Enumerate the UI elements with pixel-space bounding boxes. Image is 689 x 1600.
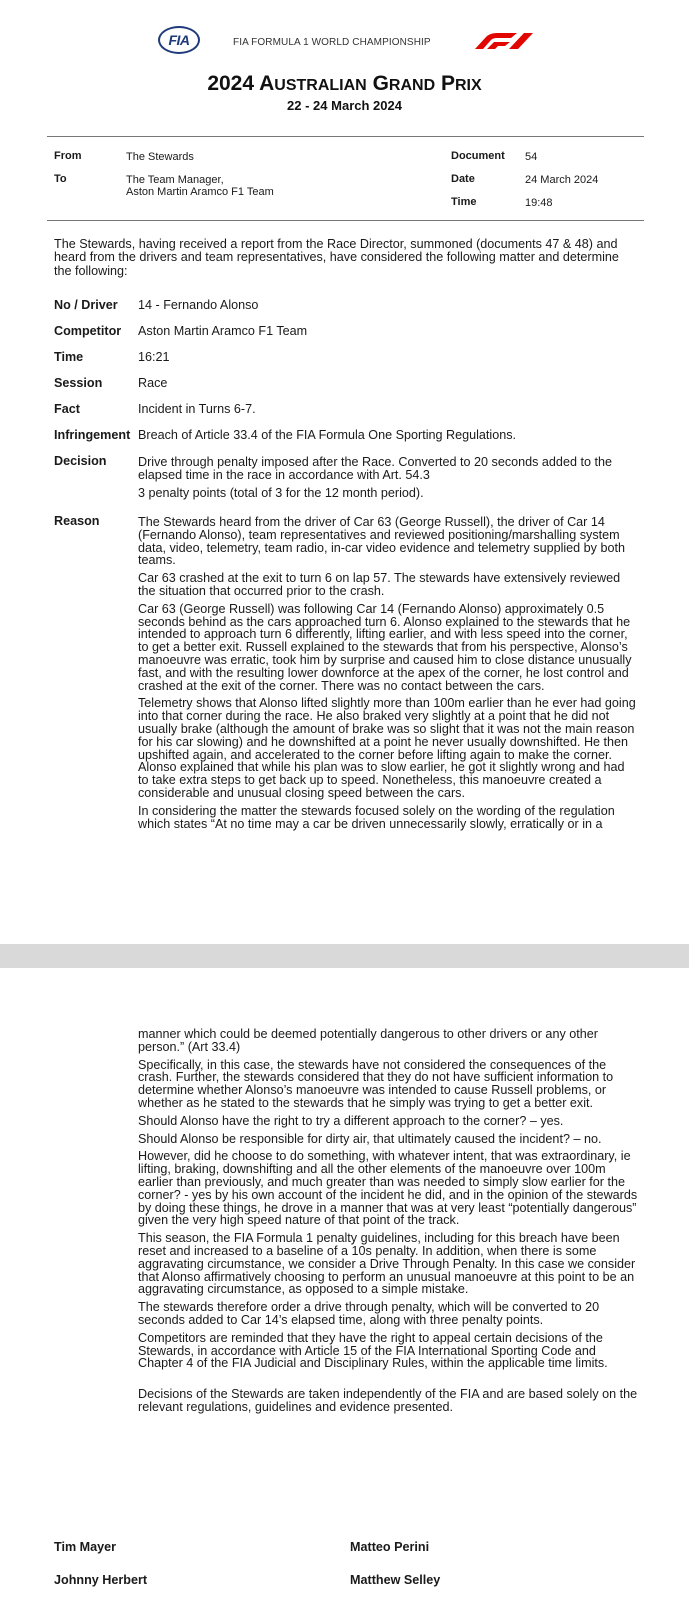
reason-page2 <box>138 1028 638 1419</box>
decision-paragraph: Drive through penalty imposed after the Race. Converted to 20 seconds added to the elapsed time in the race in accordance with Art. 54.3 <box>138 455 612 482</box>
from-label: From <box>54 150 82 162</box>
reason-paragraph: Car 63 (George Russell) was following Car 14 (Fernando Alonso) approximately 0.5 seconds behind as the cars approached turn 6. Alonso explained to the stewards that he intended to approach turn 6 differently, lifting earlier, and with less speed into the corner, to get a better exit. Russell explained to the stewards that from his perspective, Alonso’s manoeuvre was erratic, took him by surprise and caused him to close distance unusually fast, and with the resulting lower downforce at the apex of the corner, he lost control and crashed at the exit of the corner. There was no contact between the cars. <box>138 601 632 693</box>
fia-logo: FIA <box>158 26 200 54</box>
reason-page1 <box>138 516 638 835</box>
decision-text <box>138 456 638 504</box>
to-label: To <box>54 173 67 185</box>
f1-logo <box>473 32 535 50</box>
document-title: 2024 AUSTRALIAN GRAND PRIX <box>207 72 482 95</box>
signature-name: Matthew Selley <box>350 1573 441 1587</box>
reason-paragraph: Should Alonso have the right to try a different approach to the corner? – yes. <box>138 1113 564 1128</box>
signature-name: Tim Mayer <box>54 1540 117 1554</box>
time-value: 19:48 <box>525 197 553 209</box>
divider <box>47 220 644 221</box>
reason-paragraph: manner which could be deemed potentially dangerous to other drivers or any other person.” (Art 33.4) <box>138 1027 598 1054</box>
reason-paragraph: In considering the matter the stewards focused solely on the wording of the regulation which states “At no time may a car be driven unnecessarily slowly, erratically or in a <box>138 803 615 831</box>
title-word: GRAND <box>372 72 436 95</box>
reason-paragraph: Competitors are reminded that they have the right to appeal certain decisions of the Stewards, in accordance with Article 15 of the FIA International Sporting Code and Chapter 4 of the FIA Judicial and Disciplinary Rules, within the applicable time limits. <box>138 1330 608 1371</box>
divider <box>47 136 644 137</box>
fact-label: Fact <box>54 402 80 416</box>
title-word: AUSTRALIAN <box>259 72 367 95</box>
reason-paragraph: The stewards therefore order a drive through penalty, which will be converted to 20 seconds added to Car 14’s elapsed time, along with three penalty points. <box>138 1300 600 1327</box>
document-label: Document <box>451 150 505 162</box>
time-label: Time <box>451 196 477 208</box>
reason-paragraph: This season, the FIA Formula 1 penalty guidelines, including for this breach have been reset and increased to a baseline of a 10s penalty. In addition, when there is some aggravating circumstance, we consider a Drive Through Penalty. In this case we consider that Alonso affirmatively choosing to perform an unusual manoeuvre at this point to be an aggravating circumstance, as opposed to a simple mistake. <box>138 1231 636 1297</box>
infringement-label: Infringement <box>54 428 131 442</box>
header-logos <box>0 26 689 58</box>
reason-paragraph: Telemetry shows that Alonso lifted slightly more than 100m earlier than he ever had going into that corner during the race. He also braked very slightly at a point that he did not usually brake (although the amount of brake was so slight that it was not the main reason for his car slowing) and he downshifted at a point he never usually downshifted. He then upshifted again, and accelerated to the corner before lifting again to make the corner. Alonso explained that while his plan was to slow earlier, he got it slightly wrong and had to take extra steps to get back up to speed. Nonetheless, this manoeuvre created a considerable and unusual closing speed between the cars. <box>138 696 636 800</box>
competitor-value: Aston Martin Aramco F1 Team <box>138 324 308 338</box>
competitor-label: Competitor <box>54 324 122 338</box>
driver-value: 14 - Fernando Alonso <box>138 298 259 312</box>
document-value: 54 <box>525 151 538 163</box>
time-field-label: Time <box>54 350 84 364</box>
reason-paragraph: Specifically, in this case, the stewards have not considered the consequences of the crash. Further, the stewards considered that they do not have sufficient information to determine whether Alonso’s manoeuvre was intended to cause Russell problems, or whether as he stated to the stewards that he simply was trying to get a better exit. <box>138 1057 614 1110</box>
intro-paragraph: The Stewards, having received a report from the Race Director, summoned (documents 47 & 48) and heard from the drivers and team representatives, have considered the following matter and determine the following: <box>54 237 619 278</box>
reason-paragraph: Car 63 crashed at the exit to turn 6 on lap 57. The stewards have extensively reviewed the situation that occurred prior to the crash. <box>138 571 621 598</box>
disclaimer: Decisions of the Stewards are taken independently of the FIA and are based solely on the relevant regulations, guidelines and evidence presented. <box>138 1387 638 1414</box>
reason-paragraph: Should Alonso be responsible for dirty air, that ultimately caused the incident? – no. <box>138 1131 602 1146</box>
date-value: 24 March 2024 <box>525 174 599 186</box>
infringement-value: Breach of Article 33.4 of the FIA Formula One Sporting Regulations. <box>138 428 517 442</box>
decision-label: Decision <box>54 454 107 468</box>
to-value-line1: The Team Manager, <box>126 174 224 186</box>
from-value: The Stewards <box>126 151 194 163</box>
date-label: Date <box>451 173 475 185</box>
reason-paragraph: The Stewards heard from the driver of Car 63 (George Russell), the driver of Car 14 (Fernando Alonso), team representatives and reviewed positioning/marshalling system data, video, telemetry, team radio, in-car video evidence and telemetry supplied by both teams. <box>138 515 625 568</box>
decision-paragraph: 3 penalty points (total of 3 for the 12 month period). <box>138 485 424 500</box>
fact-value: Incident in Turns 6-7. <box>138 402 256 416</box>
session-label: Session <box>54 376 103 390</box>
driver-label: No / Driver <box>54 298 118 312</box>
page-break <box>0 944 689 968</box>
reason-label: Reason <box>54 514 100 528</box>
reason-paragraph: However, did he choose to do something, with whatever intent, that was extraordinary, ie lifting, braking, downshifting and all the other elements of the manoeuvre over 100m earlier than previously, and much greater than was needed to simply slow earlier for the corner? - yes by his own account of the incident he did, and in the opinion of the stewards by doing these things, he drove in a manner that was at very least “potentially dangerous” given the very high speed nature of that point of the track. <box>138 1149 638 1228</box>
title-word: PRIX <box>440 72 482 95</box>
session-value: Race <box>138 376 168 390</box>
signature-name: Johnny Herbert <box>54 1573 148 1587</box>
signature-name: Matteo Perini <box>350 1540 430 1554</box>
time-field-value: 16:21 <box>138 350 170 364</box>
to-value-line2: Aston Martin Aramco F1 Team <box>126 186 274 198</box>
event-dates: 22 - 24 March 2024 <box>287 98 402 113</box>
championship-label: FIA FORMULA 1 WORLD CHAMPIONSHIP <box>233 37 431 48</box>
